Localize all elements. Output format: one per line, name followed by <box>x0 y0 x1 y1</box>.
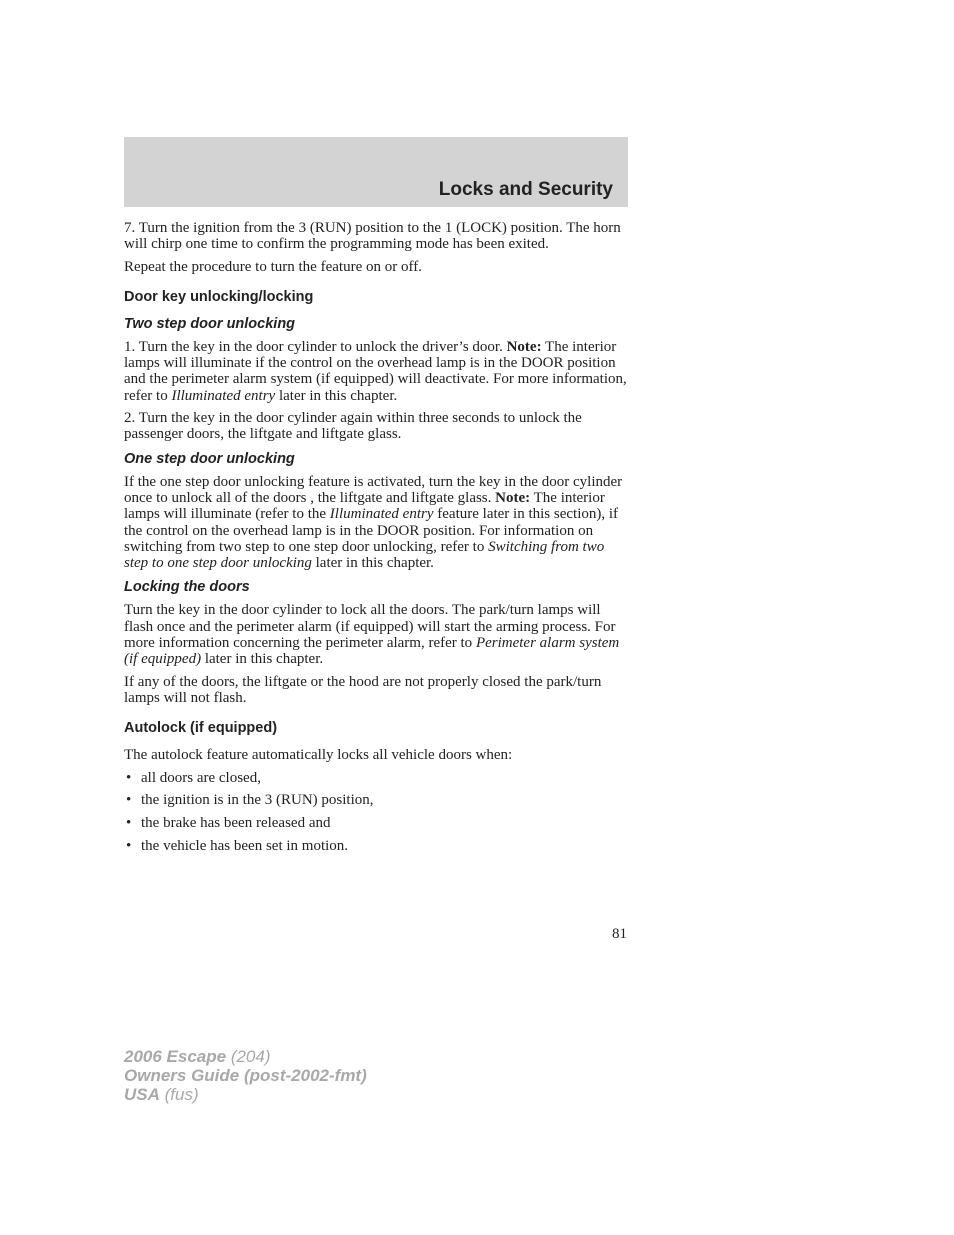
two-step-step1: 1. Turn the key in the door cylinder to unlock the driver’s door. Note: The interior lamps will illuminate if the control on the overhead lamp is in the DOOR position and the perimeter alarm system (if equipped) will deactivate. For more information, refer to Illuminated entry later in this chapter. <box>124 338 627 404</box>
locking-paragraph-2: If any of the doors, the liftgate or the hood are not properly closed the park/turn lamps will not flash. <box>124 673 602 706</box>
footer-line-3: USA (fus) <box>124 1085 199 1104</box>
autolock-intro: The autolock feature automatically locks all vehicle doors when: <box>124 747 513 764</box>
list-item: • all doors are closed, <box>124 770 629 786</box>
list-item: • the vehicle has been set in motion. <box>124 838 629 854</box>
locking-paragraph: Turn the key in the door cylinder to lock all the doors. The park/turn lamps will flash once and the perimeter alarm (if equipped) will start the arming process. For more information concerning the perimeter alarm, refer to Perimeter alarm system (if equipped) later in this chapter. <box>124 602 620 668</box>
list-item: • the brake has been released and <box>124 815 629 831</box>
step7-paragraph: 7. Turn the ignition from the 3 (RUN) position to the 1 (LOCK) position. The horn will chirp one time to confirm the programming mode has been exited. <box>124 220 621 253</box>
document-footer <box>124 1047 367 1104</box>
cross-reference: Illuminated entry <box>171 387 276 404</box>
page-number: 81 <box>612 926 627 942</box>
heading-two-step: Two step door unlocking <box>124 315 296 332</box>
note-label: Note: <box>495 489 531 506</box>
two-step-step2: 2. Turn the key in the door cylinder again within three seconds to unlock the passenger doors, the liftgate and liftgate glass. <box>124 410 582 443</box>
heading-door-key: Door key unlocking/locking <box>124 288 314 305</box>
heading-locking: Locking the doors <box>124 579 250 596</box>
autolock-list <box>124 770 629 855</box>
page-content <box>124 220 629 861</box>
list-item: • the ignition is in the 3 (RUN) position, <box>124 792 629 808</box>
repeat-paragraph: Repeat the procedure to turn the feature on or off. <box>124 258 422 275</box>
cross-reference: Switching from two step to one step door unlocking <box>124 538 605 572</box>
note-label: Note: <box>506 338 542 355</box>
one-step-paragraph: If the one step door unlocking feature is activated, turn the key in the door cylinder once to unlock all of the doors , the liftgate and liftgate glass. Note: The interior lamps will illuminate (refer to the Illuminated entry feature later in this section), if the control on the overhead lamp is in the DOOR position. For information on switching from two step to one step door unlocking, refer to Switching from two step to one step door unlocking later in this chapter. <box>124 473 623 572</box>
footer-line-1: 2006 Escape (204) <box>124 1047 271 1066</box>
heading-one-step: One step door unlocking <box>124 450 295 467</box>
chapter-header-band <box>124 137 628 207</box>
chapter-title: Locks and Security <box>438 179 613 200</box>
footer-line-2: Owners Guide (post-2002-fmt) <box>124 1066 367 1085</box>
heading-autolock: Autolock (if equipped) <box>124 720 278 737</box>
cross-reference: Illuminated entry <box>329 506 434 523</box>
cross-reference: Perimeter alarm system (if equipped) <box>124 635 620 668</box>
